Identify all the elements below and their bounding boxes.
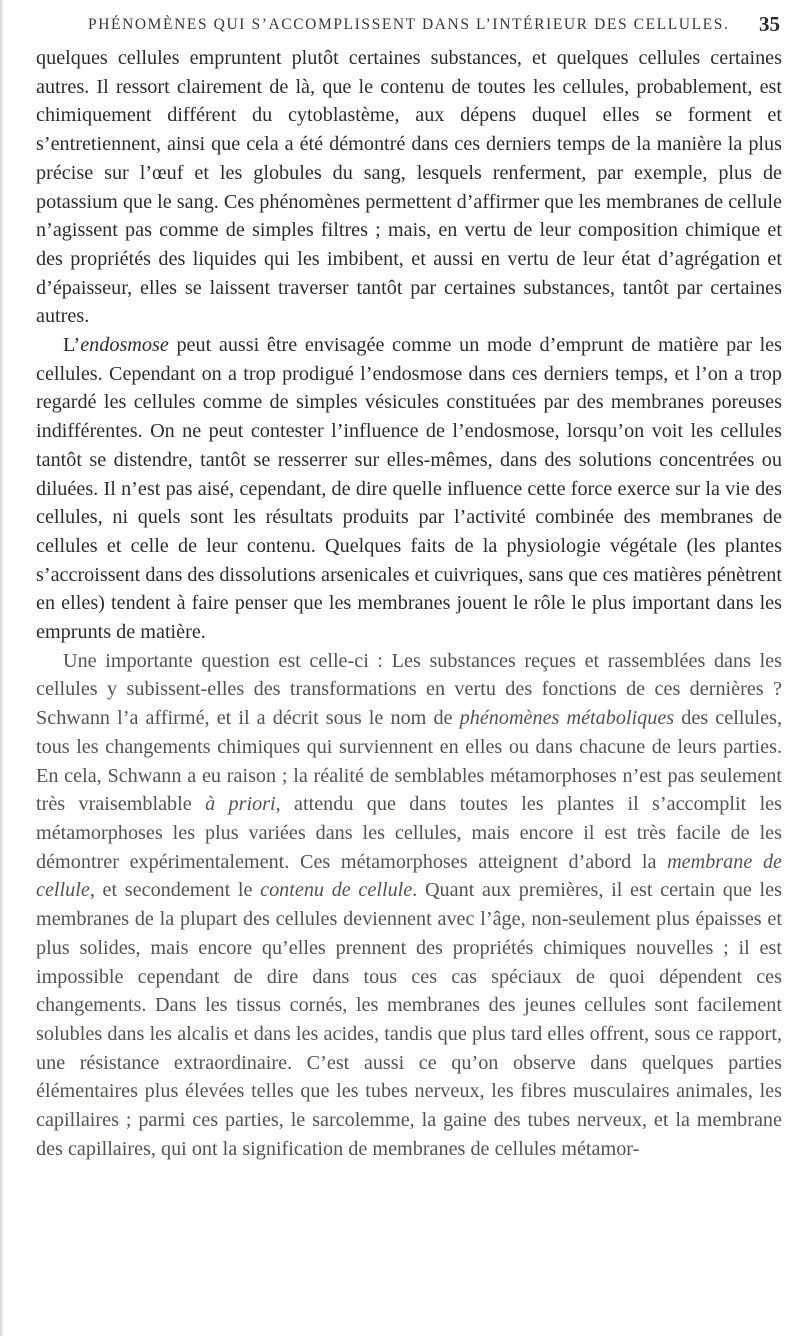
text-run: , et secondement le <box>89 879 261 902</box>
text-run: L’ <box>63 334 81 357</box>
italic-term: membrane de cellule <box>36 850 782 902</box>
body-text <box>36 44 782 1163</box>
paragraph <box>36 647 782 1164</box>
italic-term: contenu de cellule <box>260 879 413 902</box>
text-run: quelques cellules empruntent plutôt certaines substances, et quelques cellules certaines autres. Il ressort clairement de là, que le contenu de toutes les cellules, probablement, est chimiquement différent du cytoblastème, aux dépens duquel elles se forment et s’entretiennent, ainsi que cela a été démontré dans ces derniers temps de la manière la plus précise sur l’œuf et les globules du sang, lesquels renferment, par exemple, plus de potassium que le sang. Ces phénomènes permettent d’affirmer que les membranes de cellule n’agissent pas comme de simples filtres ; mais, en vertu de leur composition chimique et des propriétés des liquides qui les imbibent, et aussi en vertu de leur état d’agrégation et d’épaisseur, elles se laissent traverser tantôt par certaines substances, tantôt par certaines autres. <box>36 47 782 328</box>
paragraph <box>36 331 782 647</box>
text-run: des cellules, tous les changements chimiques qui surviennent en elles ou dans chacune de leurs parties. En cela, Schwann a eu raison ; la réalité de semblables métamorphoses n’est pas seulement très vraisemblable <box>36 707 782 816</box>
italic-term: phénomènes métaboliques <box>459 707 675 730</box>
running-head <box>36 6 782 42</box>
running-head-title: PHÉNOMÈNES QUI S’ACCOMPLISSENT DANS L’INTÉRIEUR DES CELLULES. <box>88 16 730 33</box>
text-run: . Quant aux premières, il est certain que les membranes de la plupart des cellules deviennent avec l’âge, non-seulement plus épaisses et plus solides, mais encore qu’elles prennent des propriétés chimiques nouvelles ; il est impossible cependant de dire dans tous ces cas spéciaux de quoi dépendent ces changements. Dans les tissus cornés, les membranes des jeunes cellules sont facilement solubles dans les alcalis et dans les acides, tandis que plus tard elles offrent, sous ce rapport, une résistance extraordinaire. C’est aussi ce qu’on observe dans quelques parties élémentaires plus élevées telles que les tubes nerveux, les fibres musculaires animales, les capillaires ; parmi ces parties, le sarcolemme, la gaine des tubes nerveux, et la membrane des capillaires, qui ont la signification de membranes de cellules métamor- <box>36 879 782 1160</box>
text-run: , attendu que dans toutes les plantes il s’accomplit les métamorphoses les plus variées dans les cellules, mais encore il est très facile de les démontrer expérimentalement. Ces métamorphoses atteignent d’abord la <box>36 793 782 873</box>
text-run: peut aussi être envisagée comme un mode d’emprunt de matière par les cellules. Cependant on a trop prodigué l’endosmose dans ces derniers temps, et l’on a trop regardé les cellules comme de simples vésicules constituées par des membranes poreuses indifférentes. On ne peut contester l’influence de l’endosmose, lorsqu’on voit les cellules tantôt se distendre, tantôt se resserrer sur elles-mêmes, dans des solutions concentrées ou diluées. Il n’est pas aisé, cependant, de dire quelle influence cette force exerce sur la vie des cellules, ni quels sont les résultats produits par l’activité combinée des membranes de cellules et celle de leur contenu. Quelques faits de la physiologie végétale (les plantes s’accroissent dans des dissolutions arsenicales et cuivriques, sans que ces matières pénètrent en elles) tendent à faire penser que les membranes jouent le rôle le plus important dans les emprunts de matière. <box>36 334 782 644</box>
italic-term: endosmose <box>80 334 169 357</box>
page-number: 35 <box>759 12 780 36</box>
book-page <box>36 6 782 1328</box>
book-spine-edge <box>0 0 4 1336</box>
paragraph <box>36 44 782 331</box>
italic-term: à priori <box>205 793 276 816</box>
text-run: Une importante question est celle-ci : Les substances reçues et rassemblées dans les cellules y subissent-elles des transformations en vertu des fonctions de ces dernières ? Schwann l’a affirmé, et il a décrit sous le nom de <box>36 649 782 730</box>
